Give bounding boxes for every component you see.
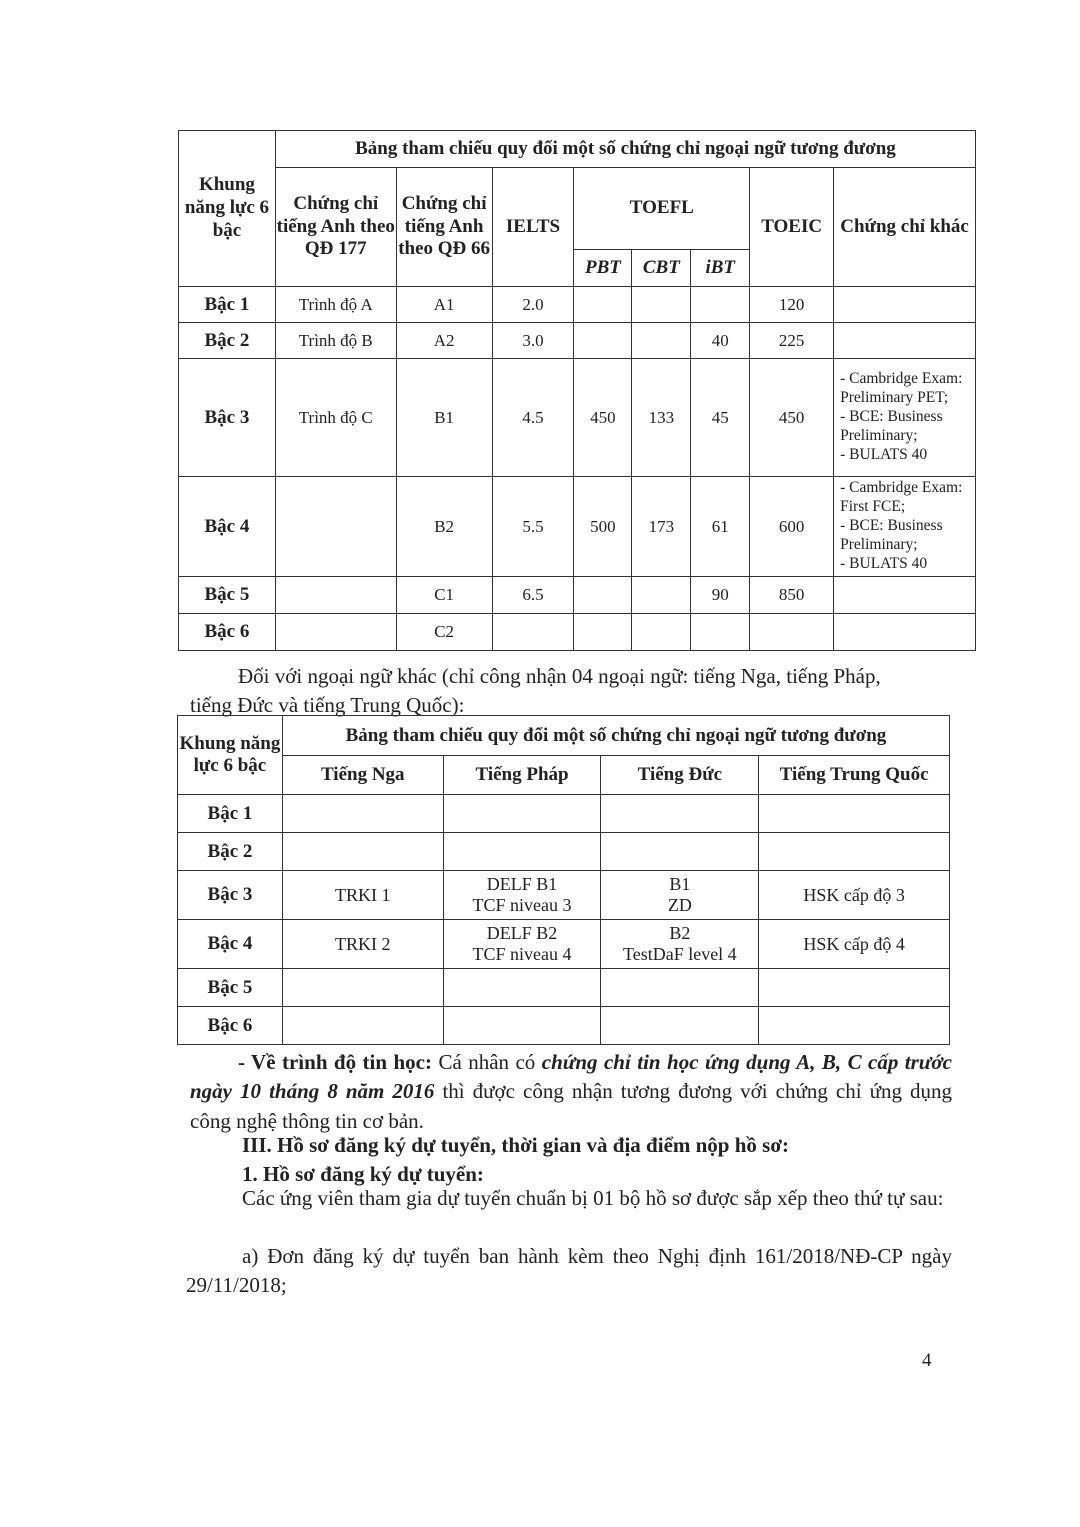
qd177-cell bbox=[275, 614, 396, 651]
table-row bbox=[179, 577, 976, 614]
other-cell bbox=[834, 287, 976, 323]
level-cell: Bậc 1 bbox=[178, 795, 283, 833]
french-cell bbox=[443, 795, 601, 833]
cbt-cell bbox=[632, 323, 691, 359]
item-a: a) Đơn đăng ký dự tuyển ban hành kèm theo Nghị định 161/2018/NĐ-CP ngày 29/11/2018; bbox=[186, 1244, 952, 1298]
table-row bbox=[179, 614, 976, 651]
french-cell: DELF B1 TCF niveau 3 bbox=[443, 871, 601, 920]
pbt-cell: 450 bbox=[574, 359, 632, 477]
col-qd66-header: Chứng chỉ tiếng Anh theo QĐ 66 bbox=[396, 168, 492, 287]
col-pbt-header: PBT bbox=[574, 250, 632, 287]
col-toefl-header: TOEFL bbox=[574, 168, 750, 250]
table-title: Bảng tham chiếu quy đổi một số chứng chỉ ngoại ngữ tương đương bbox=[282, 716, 949, 756]
cbt-cell bbox=[632, 287, 691, 323]
chinese-cell: HSK cấp độ 4 bbox=[759, 920, 950, 969]
col-ielts-header: IELTS bbox=[492, 168, 574, 287]
other-cell bbox=[834, 577, 976, 614]
french-cell bbox=[443, 969, 601, 1007]
subsection-1-heading: 1. Hồ sơ đăng ký dự tuyển: bbox=[242, 1162, 484, 1186]
ibt-cell: 61 bbox=[691, 477, 750, 577]
table-row bbox=[178, 920, 950, 969]
qd177-cell bbox=[275, 477, 396, 577]
table-row bbox=[178, 969, 950, 1007]
russian-cell: TRKI 1 bbox=[282, 871, 443, 920]
ibt-cell: 40 bbox=[691, 323, 750, 359]
chinese-cell bbox=[759, 833, 950, 871]
german-cell bbox=[601, 1007, 759, 1045]
section-3-heading: III. Hồ sơ đăng ký dự tuyển, thời gian và địa điểm nộp hồ sơ: bbox=[242, 1133, 789, 1157]
toeic-cell: 450 bbox=[750, 359, 834, 477]
framework-header: Khung năng lực 6 bậc bbox=[179, 131, 276, 287]
other-cell: - Cambridge Exam: First FCE; - BCE: Business Preliminary; - BULATS 40 bbox=[834, 477, 976, 577]
other-cell: - Cambridge Exam: Preliminary PET; - BCE: Business Preliminary; - BULATS 40 bbox=[834, 359, 976, 477]
col-german-header: Tiếng Đức bbox=[601, 756, 759, 795]
level-cell: Bậc 2 bbox=[179, 323, 276, 359]
other-cell bbox=[834, 323, 976, 359]
german-cell bbox=[601, 795, 759, 833]
other-cell bbox=[834, 614, 976, 651]
qd177-cell bbox=[275, 577, 396, 614]
table-row bbox=[178, 833, 950, 871]
col-cbt-header: CBT bbox=[632, 250, 691, 287]
cbt-cell bbox=[632, 614, 691, 651]
col-french-header: Tiếng Pháp bbox=[443, 756, 601, 795]
col-russian-header: Tiếng Nga bbox=[282, 756, 443, 795]
level-cell: Bậc 6 bbox=[179, 614, 276, 651]
ielts-cell: 2.0 bbox=[492, 287, 574, 323]
col-chinese-header: Tiếng Trung Quốc bbox=[759, 756, 950, 795]
table-row bbox=[179, 287, 976, 323]
qd66-cell: B2 bbox=[396, 477, 492, 577]
level-cell: Bậc 5 bbox=[179, 577, 276, 614]
ibt-cell: 45 bbox=[691, 359, 750, 477]
french-cell bbox=[443, 1007, 601, 1045]
table-row bbox=[178, 871, 950, 920]
ibt-cell bbox=[691, 614, 750, 651]
toeic-cell bbox=[750, 614, 834, 651]
russian-cell bbox=[282, 1007, 443, 1045]
framework-header: Khung năng lực 6 bậc bbox=[178, 716, 283, 795]
ibt-cell bbox=[691, 287, 750, 323]
toeic-cell: 600 bbox=[750, 477, 834, 577]
pbt-cell: 500 bbox=[574, 477, 632, 577]
col-toeic-header: TOEIC bbox=[750, 168, 834, 287]
french-cell bbox=[443, 833, 601, 871]
it-skills-paragraph bbox=[190, 1048, 952, 1136]
level-cell: Bậc 1 bbox=[179, 287, 276, 323]
chinese-cell bbox=[759, 969, 950, 1007]
table-row bbox=[179, 323, 976, 359]
german-cell bbox=[601, 969, 759, 1007]
col-qd177-header: Chứng chỉ tiếng Anh theo QĐ 177 bbox=[275, 168, 396, 287]
german-cell bbox=[601, 833, 759, 871]
table-row bbox=[179, 359, 976, 477]
russian-cell: TRKI 2 bbox=[282, 920, 443, 969]
chinese-cell bbox=[759, 795, 950, 833]
table-row bbox=[178, 1007, 950, 1045]
level-cell: Bậc 6 bbox=[178, 1007, 283, 1045]
qd66-cell: A2 bbox=[396, 323, 492, 359]
qd177-cell: Trình độ A bbox=[275, 287, 396, 323]
ielts-cell: 6.5 bbox=[492, 577, 574, 614]
pbt-cell bbox=[574, 614, 632, 651]
qd66-cell: C2 bbox=[396, 614, 492, 651]
qd177-cell: Trình độ C bbox=[275, 359, 396, 477]
level-cell: Bậc 3 bbox=[178, 871, 283, 920]
cbt-cell: 133 bbox=[632, 359, 691, 477]
table-title: Bảng tham chiếu quy đổi một số chứng chỉ ngoại ngữ tương đương bbox=[275, 131, 975, 168]
french-cell: DELF B2 TCF niveau 4 bbox=[443, 920, 601, 969]
ielts-cell bbox=[492, 614, 574, 651]
ielts-cell: 5.5 bbox=[492, 477, 574, 577]
toeic-cell: 225 bbox=[750, 323, 834, 359]
level-cell: Bậc 4 bbox=[179, 477, 276, 577]
toeic-cell: 850 bbox=[750, 577, 834, 614]
level-cell: Bậc 5 bbox=[178, 969, 283, 1007]
pbt-cell bbox=[574, 323, 632, 359]
table-row bbox=[178, 795, 950, 833]
it-skills-lead: - Về trình độ tin học: bbox=[238, 1050, 432, 1074]
pbt-cell bbox=[574, 287, 632, 323]
level-cell: Bậc 3 bbox=[179, 359, 276, 477]
it-skills-text-2: thì được công nhận tương đương với chứng chỉ ứng dụng công nghệ thông tin cơ bản. bbox=[190, 1079, 952, 1133]
ielts-cell: 3.0 bbox=[492, 323, 574, 359]
prepare-paragraph: Các ứng viên tham gia dự tuyển chuẩn bị 01 bộ hồ sơ được sắp xếp theo thứ tự sau: bbox=[242, 1186, 944, 1210]
russian-cell bbox=[282, 969, 443, 1007]
german-cell: B1 ZD bbox=[601, 871, 759, 920]
english-certificate-table bbox=[178, 130, 976, 651]
toeic-cell: 120 bbox=[750, 287, 834, 323]
other-languages-intro: Đối với ngoại ngữ khác (chỉ công nhận 04 ngoại ngữ: tiếng Nga, tiếng Pháp, tiếng Đức và tiếng Trung Quốc): bbox=[190, 664, 881, 718]
pbt-cell bbox=[574, 577, 632, 614]
col-other-header: Chứng chỉ khác bbox=[834, 168, 976, 287]
cbt-cell bbox=[632, 577, 691, 614]
col-ibt-header: iBT bbox=[691, 250, 750, 287]
level-cell: Bậc 2 bbox=[178, 833, 283, 871]
qd66-cell: B1 bbox=[396, 359, 492, 477]
russian-cell bbox=[282, 795, 443, 833]
other-language-certificate-table bbox=[177, 715, 950, 1045]
it-skills-text-1: Cá nhân có bbox=[432, 1050, 542, 1074]
it-skills-emphasis: chứng chỉ tin học ứng dụng A, B, C cấp trước ngày 10 tháng 8 năm 2016 bbox=[190, 1050, 952, 1104]
cbt-cell: 173 bbox=[632, 477, 691, 577]
qd66-cell: A1 bbox=[396, 287, 492, 323]
chinese-cell: HSK cấp độ 3 bbox=[759, 871, 950, 920]
chinese-cell bbox=[759, 1007, 950, 1045]
table-row bbox=[179, 477, 976, 577]
ibt-cell: 90 bbox=[691, 577, 750, 614]
german-cell: B2 TestDaF level 4 bbox=[601, 920, 759, 969]
ielts-cell: 4.5 bbox=[492, 359, 574, 477]
russian-cell bbox=[282, 833, 443, 871]
page-number: 4 bbox=[922, 1350, 932, 1371]
level-cell: Bậc 4 bbox=[178, 920, 283, 969]
qd177-cell: Trình độ B bbox=[275, 323, 396, 359]
qd66-cell: C1 bbox=[396, 577, 492, 614]
